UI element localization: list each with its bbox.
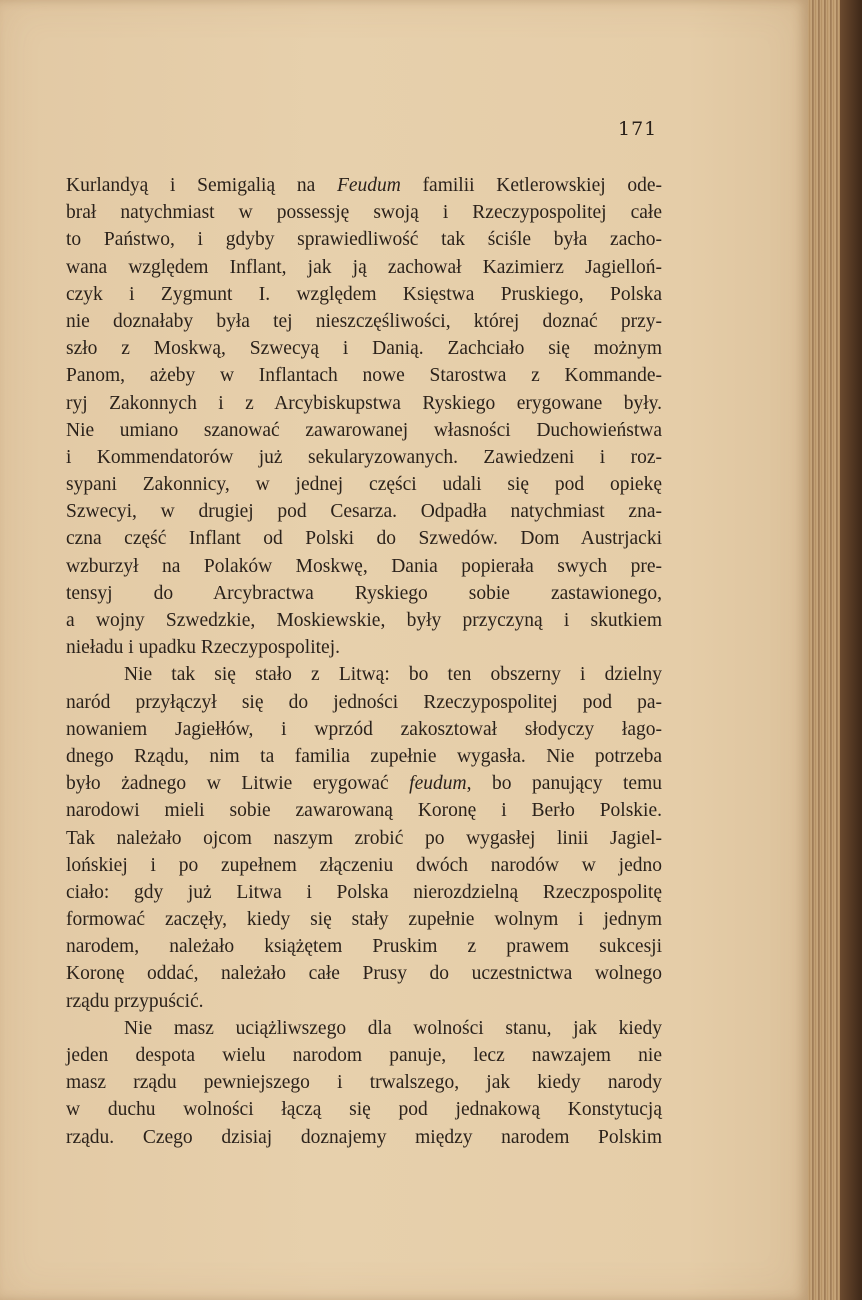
paragraph	[66, 172, 662, 661]
page-number: 171	[618, 118, 658, 140]
text-line: czyk i Zygmunt I. względem Księstwa Pruskiego, Polska	[66, 283, 662, 305]
text-line: formować zaczęły, kiedy się stały zupełnie wolnym i jednym	[66, 909, 662, 931]
text-line: Panom, ażeby w Inflantach nowe Starostwa z Kommande-	[66, 365, 662, 387]
text-line: ryj Zakonnych i z Arcybiskupstwa Ryskiego erygowane były.	[66, 392, 662, 414]
text-line: nieładu i upadku Rzeczypospolitej.	[66, 637, 341, 659]
text-line: rządu przypuścić.	[66, 990, 204, 1012]
paragraph	[66, 1015, 662, 1151]
text-line: to Państwo, i gdyby sprawiedliwość tak ściśle była zacho-	[66, 229, 662, 251]
text-line: i Kommendatorów już sekularyzowanych. Zawiedzeni i roz-	[66, 446, 662, 468]
text-line: narodowi mieli sobie zawarowaną Koronę i Berło Polskie.	[66, 800, 662, 822]
text-line: jeden despota wielu narodom panuje, lecz nawzajem nie	[66, 1045, 662, 1066]
page-edges	[808, 0, 862, 1300]
text-line: masz rządu pewniejszego i trwalszego, jak kiedy narody	[66, 1072, 662, 1094]
text-line: nie doznałaby była tej nieszczęśliwości, której doznać przy-	[66, 310, 662, 332]
text-line: nowaniem Jagiełłów, i wprzód zakosztował słodyczy łago-	[66, 718, 662, 740]
text-line: wana względem Inflant, jak ją zachował Kazimierz Jagielloń-	[66, 256, 662, 278]
text-line: Szwecyi, w drugiej pod Cesarza. Odpadła natychmiast zna-	[66, 501, 662, 523]
text-line: lońskiej i po zupełnem złączeniu dwóch narodów w jedno	[66, 854, 662, 876]
text-line: Nie tak się stało z Litwą: bo ten obszerny i dzielny	[124, 664, 662, 686]
text-line: tensyj do Arcybractwa Ryskiego sobie zastawionego,	[66, 582, 662, 604]
text-line: Tak należało ojcom naszym zrobić po wygasłej linii Jagiel-	[66, 827, 662, 849]
text-line: brał natychmiast w possessję swoją i Rzeczypospolitej całe	[66, 202, 662, 224]
text-line: szło z Moskwą, Szwecyą i Danią. Zachciało się możnym	[66, 338, 662, 360]
text-line: w duchu wolności łączą się pod jednakową Konstytucją	[66, 1099, 662, 1121]
text-line: Kurlandyą i Semigalią na Feudum familii Ketlerowskiej ode-	[66, 175, 663, 196]
text-line: dnego Rządu, nim ta familia zupełnie wygasła. Nie potrzeba	[66, 745, 662, 767]
text-line: sypani Zakonnicy, w jednej części udali się pod opiekę	[66, 474, 662, 496]
text-line: Nie masz uciążliwszego dla wolności stanu, jak kiedy	[124, 1017, 662, 1039]
text-line: ciało: gdy już Litwa i Polska nierozdzielną Rzeczpospolitę	[66, 881, 662, 903]
text-line: Koronę oddać, należało całe Prusy do uczestnictwa wolnego	[66, 963, 662, 985]
text-line: a wojny Szwedzkie, Moskiewskie, były przyczyną i skutkiem	[66, 610, 662, 631]
text-line: narodem, należało książętem Pruskim z prawem sukcesji	[66, 936, 662, 958]
body-text	[66, 172, 662, 1151]
text-line: naród przyłączył się do jedności Rzeczypospolitej pod pa-	[66, 691, 662, 713]
text-line: czna część Inflant od Polski do Szwedów. Dom Austrjacki	[66, 528, 662, 550]
paragraph	[66, 661, 662, 1014]
text-line: rządu. Czego dzisiaj doznajemy między narodem Polskim	[66, 1126, 662, 1148]
text-line: było żadnego w Litwie erygować feudum, bo panujący temu	[66, 773, 662, 795]
text-line: wzburzył na Polaków Moskwę, Dania popierała swych pre-	[66, 555, 662, 577]
text-line: Nie umiano szanować zawarowanej własności Duchowieństwa	[66, 419, 662, 441]
